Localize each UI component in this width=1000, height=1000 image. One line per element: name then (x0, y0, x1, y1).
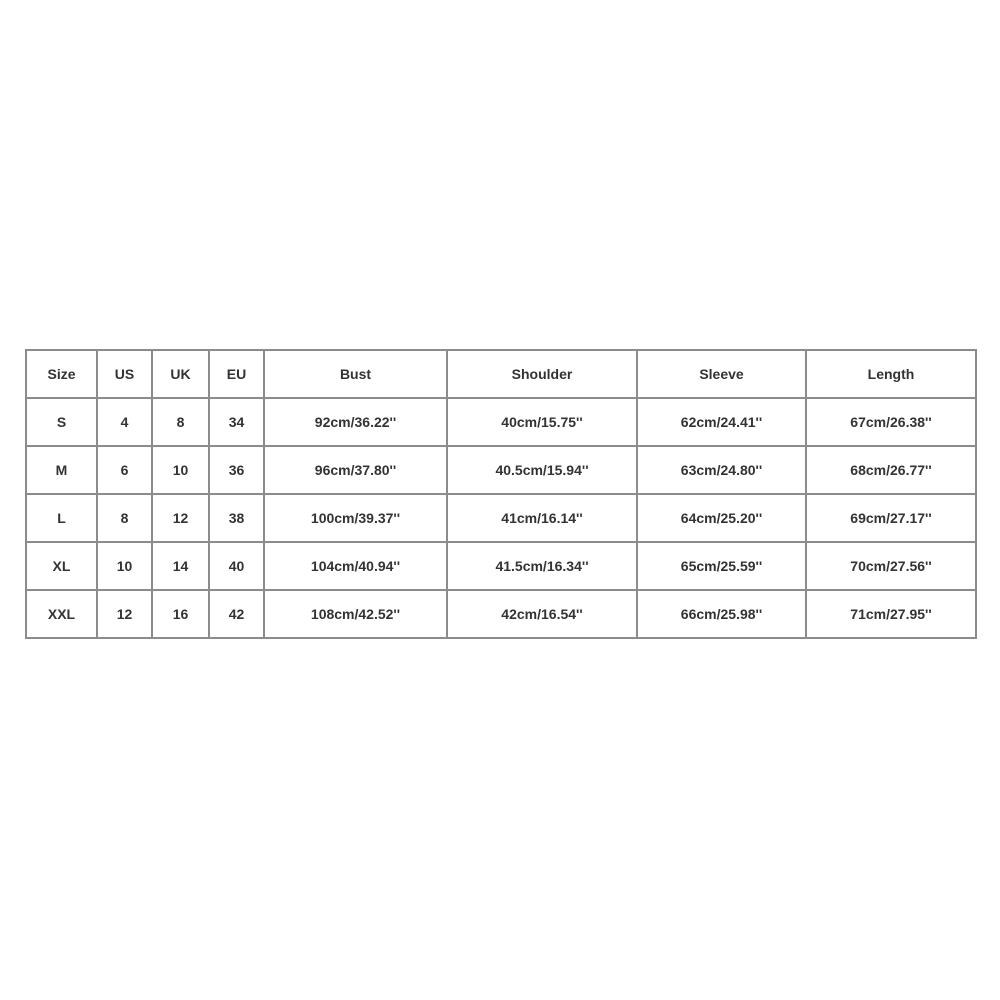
cell-sleeve: 64cm/25.20'' (637, 494, 806, 542)
cell-us: 6 (97, 446, 152, 494)
cell-length: 68cm/26.77'' (806, 446, 976, 494)
cell-uk: 16 (152, 590, 209, 638)
cell-shoulder: 40.5cm/15.94'' (447, 446, 637, 494)
cell-bust: 96cm/37.80'' (264, 446, 447, 494)
table-row (26, 590, 976, 638)
cell-length: 70cm/27.56'' (806, 542, 976, 590)
cell-length: 71cm/27.95'' (806, 590, 976, 638)
cell-bust: 108cm/42.52'' (264, 590, 447, 638)
cell-uk: 10 (152, 446, 209, 494)
cell-bust: 92cm/36.22'' (264, 398, 447, 446)
cell-sleeve: 65cm/25.59'' (637, 542, 806, 590)
cell-sleeve: 66cm/25.98'' (637, 590, 806, 638)
size-chart-table (25, 349, 977, 639)
header-uk: UK (152, 350, 209, 398)
table-row (26, 494, 976, 542)
cell-size: M (26, 446, 97, 494)
cell-bust: 104cm/40.94'' (264, 542, 447, 590)
cell-shoulder: 41cm/16.14'' (447, 494, 637, 542)
header-sleeve: Sleeve (637, 350, 806, 398)
table-row (26, 446, 976, 494)
cell-shoulder: 42cm/16.54'' (447, 590, 637, 638)
table-row (26, 542, 976, 590)
cell-us: 4 (97, 398, 152, 446)
cell-size: XXL (26, 590, 97, 638)
header-shoulder: Shoulder (447, 350, 637, 398)
cell-eu: 34 (209, 398, 264, 446)
cell-eu: 36 (209, 446, 264, 494)
header-us: US (97, 350, 152, 398)
cell-uk: 14 (152, 542, 209, 590)
cell-sleeve: 62cm/24.41'' (637, 398, 806, 446)
header-size: Size (26, 350, 97, 398)
cell-shoulder: 41.5cm/16.34'' (447, 542, 637, 590)
cell-uk: 8 (152, 398, 209, 446)
cell-size: S (26, 398, 97, 446)
header-row (26, 350, 976, 398)
header-length: Length (806, 350, 976, 398)
table-row (26, 398, 976, 446)
header-bust: Bust (264, 350, 447, 398)
cell-eu: 40 (209, 542, 264, 590)
cell-sleeve: 63cm/24.80'' (637, 446, 806, 494)
cell-bust: 100cm/39.37'' (264, 494, 447, 542)
cell-size: L (26, 494, 97, 542)
cell-eu: 42 (209, 590, 264, 638)
cell-us: 10 (97, 542, 152, 590)
cell-eu: 38 (209, 494, 264, 542)
cell-us: 12 (97, 590, 152, 638)
header-eu: EU (209, 350, 264, 398)
cell-length: 67cm/26.38'' (806, 398, 976, 446)
cell-length: 69cm/27.17'' (806, 494, 976, 542)
cell-uk: 12 (152, 494, 209, 542)
cell-us: 8 (97, 494, 152, 542)
cell-shoulder: 40cm/15.75'' (447, 398, 637, 446)
cell-size: XL (26, 542, 97, 590)
